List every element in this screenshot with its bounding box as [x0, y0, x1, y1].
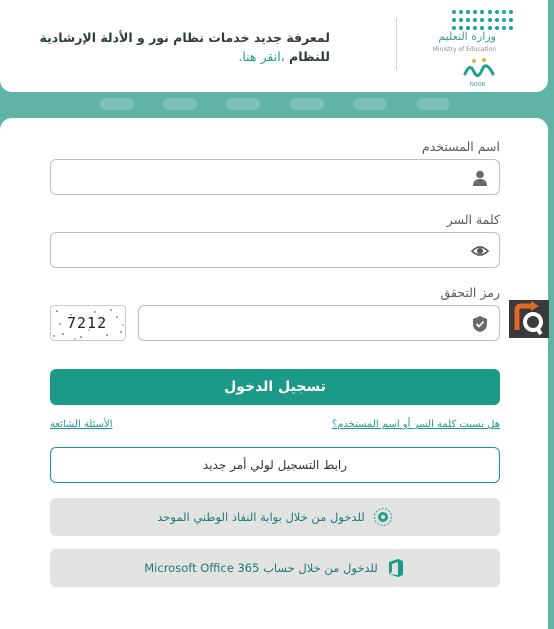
- notice-line-1: لمعرفة جديد خدمات نظام نور و الأدلة الإرشادية: [39, 30, 330, 45]
- password-input[interactable]: [51, 233, 499, 267]
- header-divider: [396, 18, 397, 70]
- notice-click-here-link[interactable]: ،انقر هنا.: [238, 49, 285, 64]
- ministry-logo: [414, 8, 524, 88]
- office-icon: [386, 558, 406, 578]
- logo-text-arabic: وزارة التعليم: [438, 30, 496, 43]
- notice-text: [30, 30, 330, 64]
- header-card: [0, 0, 548, 92]
- captcha-field-wrapper: [138, 305, 500, 341]
- office365-login-button[interactable]: [50, 549, 500, 587]
- captcha-image: [50, 305, 126, 341]
- captcha-input[interactable]: [139, 306, 499, 340]
- decorative-stripe: [100, 98, 450, 112]
- notice-line-2: [30, 49, 330, 64]
- password-label: كلمة السر: [446, 212, 500, 227]
- nafath-login-label: للدخول من خلال بوابة النفاذ الوطني الموحد: [157, 510, 365, 524]
- captcha-label: رمز التحقق: [440, 285, 500, 300]
- captcha-refresh-icon[interactable]: [509, 300, 549, 338]
- login-button[interactable]: تسجيل الدخول: [50, 369, 500, 405]
- captcha-code-text: 7212: [67, 314, 108, 332]
- username-label: اسم المستخدم: [421, 139, 500, 154]
- noor-logo-icon: [462, 56, 496, 82]
- logo-text-english: Ministry of Education: [432, 46, 496, 53]
- logo-dots-pattern: [452, 10, 514, 32]
- faq-link[interactable]: الأسئلة الشائعة: [50, 419, 113, 430]
- show-password-eye-icon[interactable]: [471, 242, 489, 260]
- nafath-icon: [373, 507, 393, 527]
- username-input[interactable]: [51, 160, 499, 194]
- noor-logo-label: NOOR: [470, 82, 486, 88]
- nafath-login-button[interactable]: [50, 498, 500, 536]
- password-field-wrapper: [50, 232, 500, 268]
- forgot-password-link[interactable]: هل نسيت كلمة السر أو اسم المستخدم؟: [331, 419, 500, 430]
- username-field-wrapper: [50, 159, 500, 195]
- notice-line-2-prefix: للنظام: [284, 49, 330, 64]
- office365-login-label: للدخول من خلال حساب Microsoft Office 365: [144, 561, 378, 575]
- shield-check-icon: [471, 315, 489, 333]
- user-icon: [471, 169, 489, 187]
- parent-register-button[interactable]: رابط التسجيل لولي أمر جديد: [50, 447, 500, 483]
